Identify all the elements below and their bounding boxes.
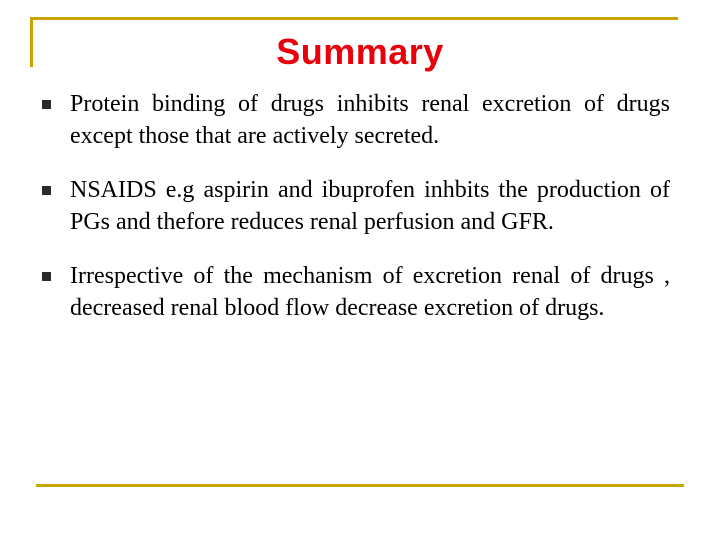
slide-title xyxy=(0,30,720,74)
bullet-text: Protein binding of drugs inhibits renal excretion of drugs except those that are actively secreted. xyxy=(70,91,670,149)
bullet-text: Irrespective of the mechanism of excretion renal of drugs , decreased renal blood flow decrease excretion of drugs. xyxy=(70,263,670,321)
bullet-item xyxy=(42,174,670,238)
bullet-item xyxy=(42,260,670,324)
frame-bottom-rule xyxy=(36,484,684,487)
bullet-text: NSAIDS e.g aspirin and ibuprofen inhbits the production of PGs and thefore reduces renal perfusion and GFR. xyxy=(70,177,670,235)
slide-title-text: Summary xyxy=(276,31,444,72)
bullet-list xyxy=(42,88,670,324)
frame-top-rule xyxy=(30,17,678,20)
bullet-item xyxy=(42,88,670,152)
square-bullet-icon xyxy=(42,100,51,109)
square-bullet-icon xyxy=(42,272,51,281)
square-bullet-icon xyxy=(42,186,51,195)
